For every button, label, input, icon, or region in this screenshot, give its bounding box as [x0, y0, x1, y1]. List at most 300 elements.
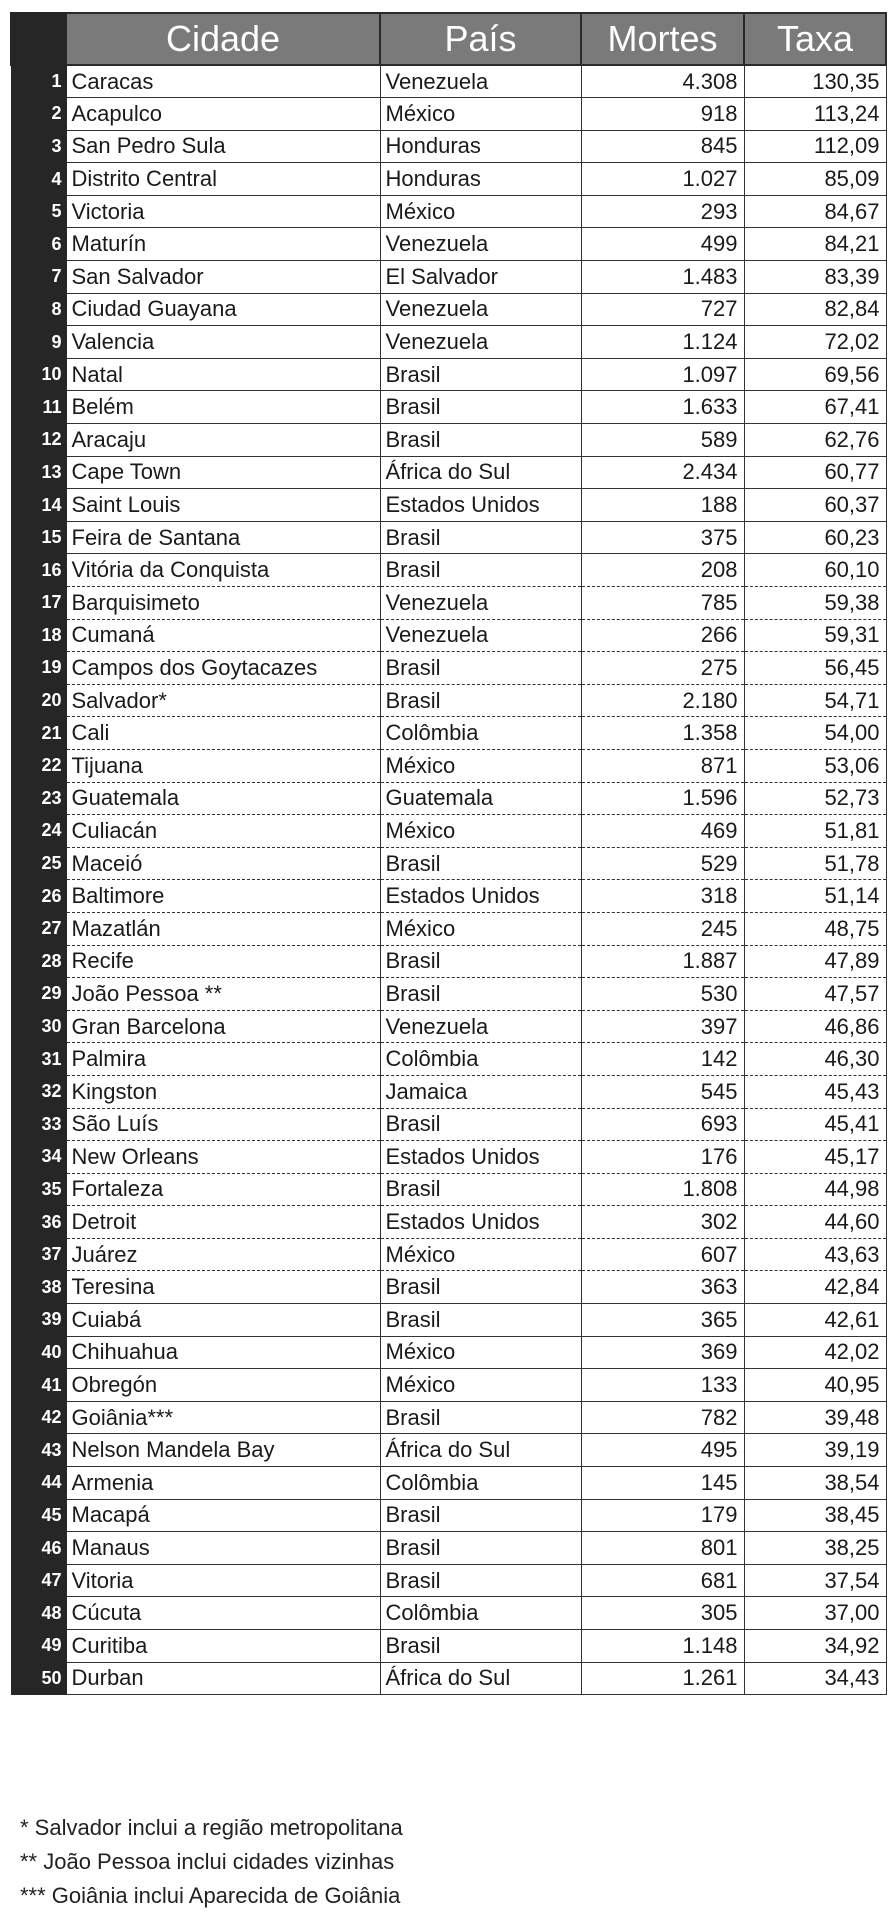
deaths-cell: 499: [581, 228, 744, 261]
city-cell: Cuiabá: [66, 1304, 380, 1337]
table-row: [11, 912, 886, 945]
rate-cell: 59,38: [744, 587, 886, 620]
rank-cell: 33: [11, 1108, 66, 1141]
rank-cell: 50: [11, 1662, 66, 1695]
ranking-table: [10, 12, 887, 1695]
footnote-joao-pessoa: ** João Pessoa inclui cidades vizinhas: [20, 1849, 395, 1874]
table-row: [11, 521, 886, 554]
rate-cell: 130,35: [744, 65, 886, 98]
table-row: [11, 554, 886, 587]
deaths-cell: 607: [581, 1238, 744, 1271]
city-cell: Aracaju: [66, 424, 380, 457]
table-row: [11, 1043, 886, 1076]
city-cell: Palmira: [66, 1043, 380, 1076]
country-cell: El Salvador: [380, 261, 581, 294]
city-cell: Curitiba: [66, 1630, 380, 1663]
table-row: [11, 815, 886, 848]
city-cell: Gran Barcelona: [66, 1010, 380, 1043]
city-cell: Obregón: [66, 1369, 380, 1402]
country-cell: Colômbia: [380, 717, 581, 750]
rate-cell: 54,71: [744, 684, 886, 717]
city-cell: Campos dos Goytacazes: [66, 652, 380, 685]
rank-cell: 39: [11, 1304, 66, 1337]
country-cell: África do Sul: [380, 456, 581, 489]
country-cell: México: [380, 1369, 581, 1402]
city-cell: São Luís: [66, 1108, 380, 1141]
table-row: [11, 358, 886, 391]
rank-cell: 34: [11, 1141, 66, 1174]
city-cell: San Salvador: [66, 261, 380, 294]
city-cell: Feira de Santana: [66, 521, 380, 554]
country-cell: México: [380, 98, 581, 131]
deaths-cell: 469: [581, 815, 744, 848]
rate-cell: 42,84: [744, 1271, 886, 1304]
country-cell: México: [380, 1336, 581, 1369]
header-rank: [11, 13, 66, 65]
city-cell: Chihuahua: [66, 1336, 380, 1369]
rank-cell: 49: [11, 1630, 66, 1663]
deaths-cell: 1.124: [581, 326, 744, 359]
rank-cell: 41: [11, 1369, 66, 1402]
country-cell: Brasil: [380, 847, 581, 880]
table-header-row: [11, 13, 886, 65]
city-cell: Maceió: [66, 847, 380, 880]
country-cell: Brasil: [380, 391, 581, 424]
country-cell: Venezuela: [380, 587, 581, 620]
country-cell: Brasil: [380, 1564, 581, 1597]
table-row: [11, 1467, 886, 1500]
deaths-cell: 495: [581, 1434, 744, 1467]
deaths-cell: 589: [581, 424, 744, 457]
table-row: [11, 261, 886, 294]
table-row: [11, 1662, 886, 1695]
rank-cell: 6: [11, 228, 66, 261]
table-row: [11, 1564, 886, 1597]
deaths-cell: 275: [581, 652, 744, 685]
table-row: [11, 163, 886, 196]
rate-cell: 112,09: [744, 130, 886, 163]
rate-cell: 60,37: [744, 489, 886, 522]
deaths-cell: 318: [581, 880, 744, 913]
table-row: [11, 489, 886, 522]
rate-cell: 54,00: [744, 717, 886, 750]
table-row: [11, 130, 886, 163]
rate-cell: 84,67: [744, 195, 886, 228]
country-cell: Brasil: [380, 1401, 581, 1434]
deaths-cell: 545: [581, 1075, 744, 1108]
rate-cell: 59,31: [744, 619, 886, 652]
rank-cell: 27: [11, 912, 66, 945]
deaths-cell: 142: [581, 1043, 744, 1076]
country-cell: Estados Unidos: [380, 489, 581, 522]
table-row: [11, 684, 886, 717]
deaths-cell: 145: [581, 1467, 744, 1500]
rank-cell: 40: [11, 1336, 66, 1369]
country-cell: Brasil: [380, 424, 581, 457]
table-row: [11, 619, 886, 652]
table-row: [11, 1304, 886, 1337]
deaths-cell: 369: [581, 1336, 744, 1369]
table-row: [11, 782, 886, 815]
rate-cell: 38,54: [744, 1467, 886, 1500]
rate-cell: 40,95: [744, 1369, 886, 1402]
city-cell: Juárez: [66, 1238, 380, 1271]
deaths-cell: 266: [581, 619, 744, 652]
deaths-cell: 785: [581, 587, 744, 620]
rate-cell: 38,45: [744, 1499, 886, 1532]
table-row: [11, 1434, 886, 1467]
table-row: [11, 326, 886, 359]
country-cell: Estados Unidos: [380, 1206, 581, 1239]
rank-cell: 23: [11, 782, 66, 815]
rate-cell: 85,09: [744, 163, 886, 196]
deaths-cell: 1.596: [581, 782, 744, 815]
deaths-cell: 375: [581, 521, 744, 554]
deaths-cell: 2.434: [581, 456, 744, 489]
table-row: [11, 1075, 886, 1108]
deaths-cell: 530: [581, 978, 744, 1011]
city-cell: Distrito Central: [66, 163, 380, 196]
rate-cell: 38,25: [744, 1532, 886, 1565]
rank-cell: 19: [11, 652, 66, 685]
country-cell: Venezuela: [380, 65, 581, 98]
rate-cell: 60,10: [744, 554, 886, 587]
deaths-cell: 681: [581, 1564, 744, 1597]
country-cell: Brasil: [380, 1108, 581, 1141]
table-row: [11, 65, 886, 98]
country-cell: México: [380, 1238, 581, 1271]
country-cell: Brasil: [380, 1532, 581, 1565]
table-row: [11, 228, 886, 261]
rank-cell: 26: [11, 880, 66, 913]
table-row: [11, 1108, 886, 1141]
country-cell: Guatemala: [380, 782, 581, 815]
rank-cell: 36: [11, 1206, 66, 1239]
rate-cell: 60,23: [744, 521, 886, 554]
deaths-cell: 529: [581, 847, 744, 880]
country-cell: Honduras: [380, 130, 581, 163]
deaths-cell: 1.148: [581, 1630, 744, 1663]
rank-cell: 31: [11, 1043, 66, 1076]
rate-cell: 34,92: [744, 1630, 886, 1663]
rank-cell: 7: [11, 261, 66, 294]
deaths-cell: 918: [581, 98, 744, 131]
deaths-cell: 1.483: [581, 261, 744, 294]
rank-cell: 35: [11, 1173, 66, 1206]
country-cell: México: [380, 195, 581, 228]
deaths-cell: 365: [581, 1304, 744, 1337]
deaths-cell: 363: [581, 1271, 744, 1304]
city-cell: Ciudad Guayana: [66, 293, 380, 326]
rate-cell: 60,77: [744, 456, 886, 489]
deaths-cell: 1.808: [581, 1173, 744, 1206]
deaths-cell: 302: [581, 1206, 744, 1239]
city-cell: João Pessoa **: [66, 978, 380, 1011]
city-cell: Maturín: [66, 228, 380, 261]
country-cell: Estados Unidos: [380, 1141, 581, 1174]
city-cell: Detroit: [66, 1206, 380, 1239]
country-cell: Brasil: [380, 1271, 581, 1304]
rank-cell: 45: [11, 1499, 66, 1532]
rate-cell: 42,02: [744, 1336, 886, 1369]
rate-cell: 51,78: [744, 847, 886, 880]
city-cell: Belém: [66, 391, 380, 424]
city-cell: Cali: [66, 717, 380, 750]
rate-cell: 45,17: [744, 1141, 886, 1174]
country-cell: Brasil: [380, 521, 581, 554]
rate-cell: 43,63: [744, 1238, 886, 1271]
deaths-cell: 845: [581, 130, 744, 163]
city-cell: Teresina: [66, 1271, 380, 1304]
deaths-cell: 4.308: [581, 65, 744, 98]
table-row: [11, 880, 886, 913]
table-row: [11, 1173, 886, 1206]
rate-cell: 44,98: [744, 1173, 886, 1206]
city-cell: New Orleans: [66, 1141, 380, 1174]
rate-cell: 83,39: [744, 261, 886, 294]
rate-cell: 47,57: [744, 978, 886, 1011]
country-cell: Brasil: [380, 1499, 581, 1532]
rank-cell: 43: [11, 1434, 66, 1467]
city-cell: Goiânia***: [66, 1401, 380, 1434]
deaths-cell: 1.633: [581, 391, 744, 424]
rate-cell: 69,56: [744, 358, 886, 391]
rate-cell: 37,00: [744, 1597, 886, 1630]
footnote-goiania: *** Goiânia inclui Aparecida de Goiânia: [20, 1883, 401, 1908]
table-row: [11, 749, 886, 782]
city-cell: Victoria: [66, 195, 380, 228]
rank-cell: 8: [11, 293, 66, 326]
rate-cell: 84,21: [744, 228, 886, 261]
header-city: Cidade: [66, 13, 380, 65]
rate-cell: 53,06: [744, 749, 886, 782]
deaths-cell: 801: [581, 1532, 744, 1565]
rank-cell: 12: [11, 424, 66, 457]
rate-cell: 51,14: [744, 880, 886, 913]
country-cell: Brasil: [380, 1304, 581, 1337]
deaths-cell: 188: [581, 489, 744, 522]
header-rate: Taxa: [744, 13, 886, 65]
rank-cell: 44: [11, 1467, 66, 1500]
city-cell: Recife: [66, 945, 380, 978]
table-row: [11, 98, 886, 131]
table-row: [11, 978, 886, 1011]
rank-cell: 16: [11, 554, 66, 587]
table-row: [11, 424, 886, 457]
city-cell: Barquisimeto: [66, 587, 380, 620]
country-cell: Brasil: [380, 554, 581, 587]
city-cell: Vitoria: [66, 1564, 380, 1597]
rate-cell: 52,73: [744, 782, 886, 815]
country-cell: Colômbia: [380, 1467, 581, 1500]
rate-cell: 46,30: [744, 1043, 886, 1076]
deaths-cell: 1.358: [581, 717, 744, 750]
table-row: [11, 587, 886, 620]
rank-cell: 18: [11, 619, 66, 652]
rate-cell: 72,02: [744, 326, 886, 359]
rate-cell: 45,43: [744, 1075, 886, 1108]
deaths-cell: 782: [581, 1401, 744, 1434]
rate-cell: 113,24: [744, 98, 886, 131]
rank-cell: 17: [11, 587, 66, 620]
city-cell: Valencia: [66, 326, 380, 359]
rank-cell: 32: [11, 1075, 66, 1108]
country-cell: Venezuela: [380, 1010, 581, 1043]
rank-cell: 10: [11, 358, 66, 391]
rank-cell: 37: [11, 1238, 66, 1271]
rank-cell: 25: [11, 847, 66, 880]
country-cell: Venezuela: [380, 228, 581, 261]
rate-cell: 51,81: [744, 815, 886, 848]
rank-cell: 46: [11, 1532, 66, 1565]
rank-cell: 15: [11, 521, 66, 554]
table-row: [11, 717, 886, 750]
country-cell: Brasil: [380, 358, 581, 391]
rate-cell: 46,86: [744, 1010, 886, 1043]
rate-cell: 45,41: [744, 1108, 886, 1141]
city-cell: Natal: [66, 358, 380, 391]
deaths-cell: 871: [581, 749, 744, 782]
country-cell: África do Sul: [380, 1662, 581, 1695]
rank-cell: 22: [11, 749, 66, 782]
footnote-salvador: * Salvador inclui a região metropolitana: [20, 1815, 403, 1840]
city-cell: Baltimore: [66, 880, 380, 913]
rank-cell: 24: [11, 815, 66, 848]
city-cell: Fortaleza: [66, 1173, 380, 1206]
table-row: [11, 1238, 886, 1271]
country-cell: Brasil: [380, 978, 581, 1011]
table-row: [11, 1499, 886, 1532]
rank-cell: 14: [11, 489, 66, 522]
table-row: [11, 1630, 886, 1663]
deaths-cell: 693: [581, 1108, 744, 1141]
city-cell: Acapulco: [66, 98, 380, 131]
rate-cell: 37,54: [744, 1564, 886, 1597]
rate-cell: 48,75: [744, 912, 886, 945]
country-cell: Colômbia: [380, 1597, 581, 1630]
city-cell: Mazatlán: [66, 912, 380, 945]
rank-cell: 2: [11, 98, 66, 131]
table-row: [11, 293, 886, 326]
deaths-cell: 245: [581, 912, 744, 945]
deaths-cell: 1.887: [581, 945, 744, 978]
city-cell: Manaus: [66, 1532, 380, 1565]
country-cell: Colômbia: [380, 1043, 581, 1076]
rank-cell: 48: [11, 1597, 66, 1630]
rank-cell: 42: [11, 1401, 66, 1434]
country-cell: Brasil: [380, 945, 581, 978]
deaths-cell: 397: [581, 1010, 744, 1043]
country-cell: Jamaica: [380, 1075, 581, 1108]
rate-cell: 39,48: [744, 1401, 886, 1434]
rank-cell: 11: [11, 391, 66, 424]
table-row: [11, 1206, 886, 1239]
deaths-cell: 1.261: [581, 1662, 744, 1695]
city-cell: Guatemala: [66, 782, 380, 815]
country-cell: Brasil: [380, 684, 581, 717]
rank-cell: 47: [11, 1564, 66, 1597]
header-country: País: [380, 13, 581, 65]
footnotes: [20, 1811, 403, 1913]
table-row: [11, 456, 886, 489]
table-row: [11, 195, 886, 228]
rate-cell: 44,60: [744, 1206, 886, 1239]
deaths-cell: 1.027: [581, 163, 744, 196]
country-cell: México: [380, 815, 581, 848]
deaths-cell: 1.097: [581, 358, 744, 391]
rate-cell: 39,19: [744, 1434, 886, 1467]
rate-cell: 56,45: [744, 652, 886, 685]
rank-cell: 9: [11, 326, 66, 359]
country-cell: México: [380, 749, 581, 782]
city-cell: San Pedro Sula: [66, 130, 380, 163]
deaths-cell: 727: [581, 293, 744, 326]
rate-cell: 62,76: [744, 424, 886, 457]
country-cell: Venezuela: [380, 619, 581, 652]
table-row: [11, 1401, 886, 1434]
country-cell: Brasil: [380, 652, 581, 685]
table-row: [11, 1010, 886, 1043]
rank-cell: 21: [11, 717, 66, 750]
rate-cell: 34,43: [744, 1662, 886, 1695]
city-cell: Macapá: [66, 1499, 380, 1532]
table-row: [11, 391, 886, 424]
city-cell: Nelson Mandela Bay: [66, 1434, 380, 1467]
header-deaths: Mortes: [581, 13, 744, 65]
table-row: [11, 1141, 886, 1174]
city-cell: Salvador*: [66, 684, 380, 717]
rank-cell: 4: [11, 163, 66, 196]
rank-cell: 13: [11, 456, 66, 489]
country-cell: Venezuela: [380, 293, 581, 326]
city-cell: Cúcuta: [66, 1597, 380, 1630]
rank-cell: 28: [11, 945, 66, 978]
country-cell: Brasil: [380, 1630, 581, 1663]
rank-cell: 30: [11, 1010, 66, 1043]
ranking-table-container: [10, 12, 885, 1695]
table-row: [11, 945, 886, 978]
city-cell: Saint Louis: [66, 489, 380, 522]
rank-cell: 1: [11, 65, 66, 98]
country-cell: Brasil: [380, 1173, 581, 1206]
rank-cell: 20: [11, 684, 66, 717]
city-cell: Caracas: [66, 65, 380, 98]
table-row: [11, 1597, 886, 1630]
country-cell: África do Sul: [380, 1434, 581, 1467]
table-row: [11, 1532, 886, 1565]
rank-cell: 3: [11, 130, 66, 163]
table-row: [11, 1271, 886, 1304]
deaths-cell: 133: [581, 1369, 744, 1402]
table-row: [11, 847, 886, 880]
deaths-cell: 176: [581, 1141, 744, 1174]
rate-cell: 47,89: [744, 945, 886, 978]
rate-cell: 42,61: [744, 1304, 886, 1337]
table-row: [11, 652, 886, 685]
city-cell: Vitória da Conquista: [66, 554, 380, 587]
deaths-cell: 293: [581, 195, 744, 228]
rank-cell: 29: [11, 978, 66, 1011]
country-cell: Venezuela: [380, 326, 581, 359]
city-cell: Culiacán: [66, 815, 380, 848]
rank-cell: 38: [11, 1271, 66, 1304]
country-cell: Honduras: [380, 163, 581, 196]
rate-cell: 67,41: [744, 391, 886, 424]
city-cell: Durban: [66, 1662, 380, 1695]
city-cell: Cape Town: [66, 456, 380, 489]
table-row: [11, 1369, 886, 1402]
rate-cell: 82,84: [744, 293, 886, 326]
